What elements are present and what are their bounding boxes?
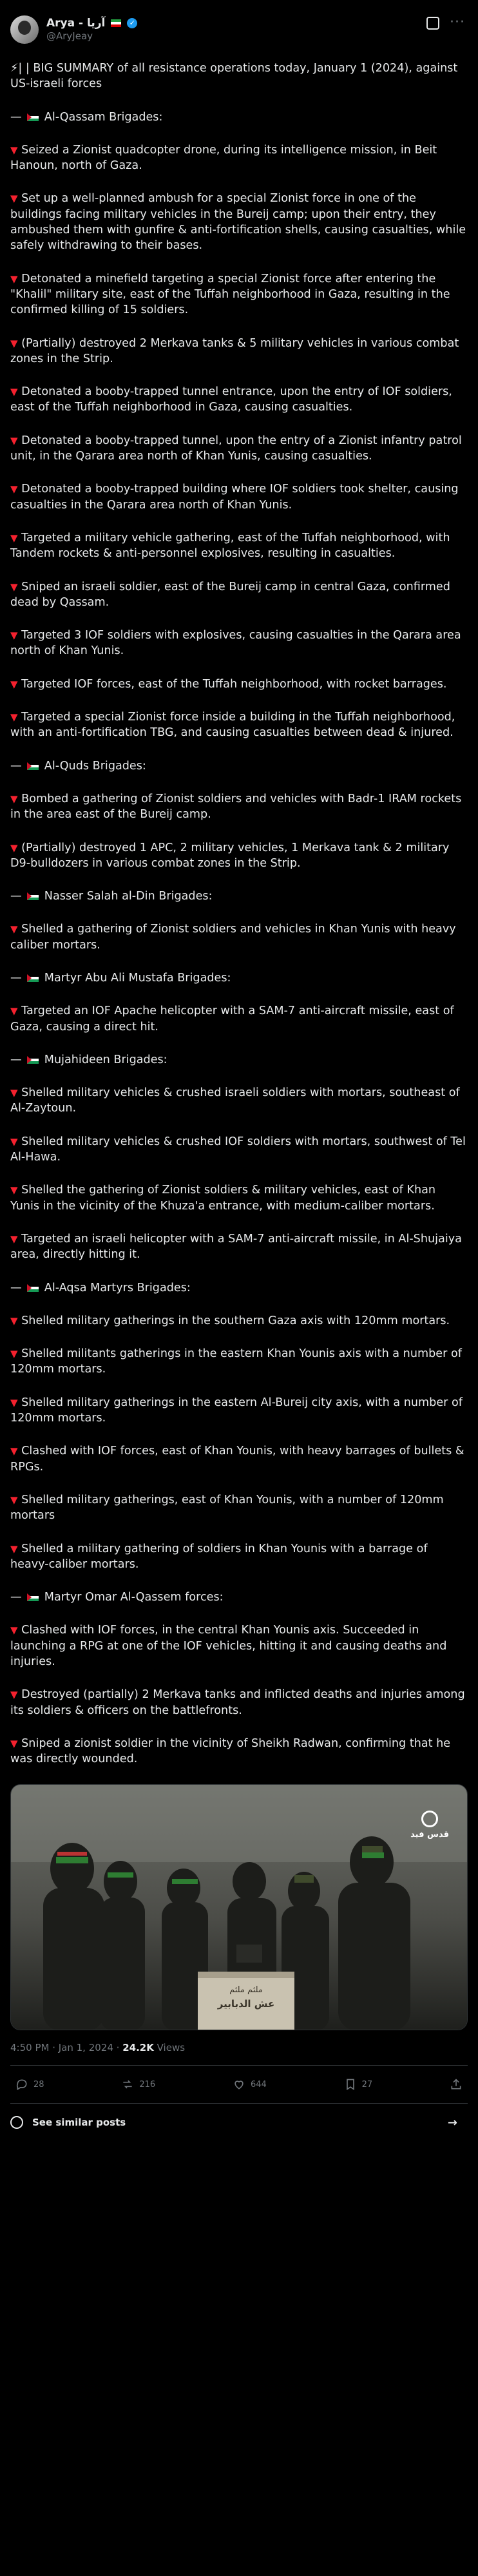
arrow-right-icon: → <box>447 2115 457 2129</box>
operation-item <box>10 384 468 416</box>
red-triangle-icon: ▼ <box>10 1494 18 1506</box>
operation-item <box>10 336 468 367</box>
display-name[interactable]: Arya - آریا <box>46 17 106 30</box>
user-info <box>46 17 137 43</box>
red-triangle-icon: ▼ <box>10 337 18 349</box>
red-triangle-icon: ▼ <box>10 711 18 724</box>
repost-count: 216 <box>139 2079 156 2090</box>
operation-text: Destroyed (partially) 2 Merkava tanks and inflicted deaths and injuries among its soldiers & officers on the battlefronts. <box>10 1688 469 1717</box>
operation-item <box>10 840 468 872</box>
operation-text: Clashed with IOF forces, in the central Khan Younis axis. Succeeded in launching a RPG at one of the IOF vehicles, hitting it and causing deaths and injuries. <box>10 1624 450 1668</box>
operation-item <box>10 271 468 318</box>
section-title: Al-Qassam Brigades: <box>44 110 163 124</box>
iran-flag-icon <box>111 19 121 27</box>
operation-text: Detonated a minefield targeting a special Zionist force after entering the "Khalil" military site, east of the Tuffah neighborhood in Gaza, resulting in the confirmed killing of 15 soldiers. <box>10 272 454 317</box>
operation-item <box>10 1622 468 1669</box>
similar-posts-icon <box>10 2116 23 2129</box>
operation-text: Detonated a booby-trapped building where IOF soldiers took shelter, causing casualties in the Qarara area north of Khan Yunis. <box>10 483 463 512</box>
reply-count: 28 <box>33 2079 44 2090</box>
operation-text: Bombed a gathering of Zionist soldiers and vehicles with Badr-1 IRAM rockets in the area east of the Bureij camp. <box>10 792 465 822</box>
red-triangle-icon: ▼ <box>10 434 18 447</box>
operation-item <box>10 1003 468 1035</box>
red-triangle-icon: ▼ <box>10 581 18 593</box>
palestine-flag-icon <box>27 1593 39 1601</box>
operation-text: Shelled a gathering of Zionist soldiers and vehicles in Khan Yunis with heavy caliber mortars. <box>10 923 460 952</box>
podium-text-line2: عش الدبابير <box>217 1998 275 2010</box>
tweet-meta: 4:50 PM · Jan 1, 2024 · 24.2K Views <box>10 2030 468 2066</box>
em-dash: — <box>10 1591 26 1604</box>
share-button[interactable] <box>450 2078 463 2091</box>
red-triangle-icon: ▼ <box>10 1184 18 1197</box>
red-triangle-icon: ▼ <box>10 1005 18 1017</box>
operation-text: Targeted a military vehicle gathering, east of the Tuffah neighborhood, with Tandem rockets & anti-personnel explosives, resulting in casualties. <box>10 531 454 561</box>
operation-item <box>10 1346 468 1378</box>
palestine-flag-icon <box>27 1284 39 1292</box>
operation-item <box>10 530 468 562</box>
operation-item <box>10 921 468 953</box>
red-triangle-icon: ▼ <box>10 1543 18 1555</box>
red-triangle-icon: ▼ <box>10 1689 18 1701</box>
red-triangle-icon: ▼ <box>10 1737 18 1749</box>
heart-icon <box>233 2078 245 2091</box>
red-triangle-icon: ▼ <box>10 1624 18 1637</box>
action-bar <box>10 2066 468 2104</box>
operation-text: Seized a Zionist quadcopter drone, during its intelligence mission, in Beit Hanoun, north of Gaza. <box>10 143 441 173</box>
operation-item <box>10 191 468 253</box>
operation-text: Targeted an IOF Apache helicopter with a SAM-7 anti-aircraft missile, east of Gaza, causing a direct hit. <box>10 1004 458 1033</box>
operation-item <box>10 433 468 465</box>
red-triangle-icon: ▼ <box>10 923 18 936</box>
red-triangle-icon: ▼ <box>10 1396 18 1408</box>
red-triangle-icon: ▼ <box>10 1135 18 1148</box>
operation-text: Targeted a special Zionist force inside a building in the Tuffah neighborhood, with an anti-fortification TBG, and causing casualties between dead & injured. <box>10 711 459 740</box>
reply-icon <box>15 2078 28 2091</box>
avatar[interactable] <box>10 15 39 44</box>
operation-item <box>10 628 468 659</box>
bookmark-button[interactable] <box>344 2078 373 2091</box>
operation-item <box>10 1541 468 1573</box>
section-heading <box>10 110 468 125</box>
red-triangle-icon: ▼ <box>10 273 18 285</box>
verified-badge-icon: ✓ <box>127 18 137 28</box>
operation-item <box>10 1736 468 1767</box>
operation-item <box>10 1182 468 1214</box>
red-triangle-icon: ▼ <box>10 1445 18 1457</box>
operation-text: Shelled military vehicles & crushed IOF soldiers with mortars, southwest of Tel Al-Hawa. <box>10 1135 470 1164</box>
operation-text: Targeted 3 IOF soldiers with explosives, causing casualties in the Qarara area north of Khan Yunis. <box>10 629 465 658</box>
red-triangle-icon: ▼ <box>10 532 18 544</box>
section-heading <box>10 1280 468 1296</box>
tweet-text <box>10 61 468 1767</box>
red-triangle-icon: ▼ <box>10 1314 18 1327</box>
operation-text: Shelled a military gathering of soldiers in Khan Younis with a barrage of heavy-caliber mortars. <box>10 1542 432 1571</box>
operation-text: Detonated a booby-trapped tunnel entrance, upon the entry of IOF soldiers, east of the Tuffah neighborhood in Gaza, causing casualties. <box>10 385 456 414</box>
operation-text: Shelled military gatherings, east of Khan Younis, with a number of 120mm mortars <box>10 1493 448 1523</box>
red-triangle-icon: ▼ <box>10 793 18 805</box>
section-title: Nasser Salah al-Din Brigades: <box>44 890 213 903</box>
views-label: Views <box>157 2042 186 2054</box>
red-triangle-icon: ▼ <box>10 193 18 205</box>
timestamp[interactable]: 4:50 PM · Jan 1, 2024 <box>10 2042 113 2054</box>
tweet-header <box>10 10 468 49</box>
like-button[interactable] <box>233 2078 267 2091</box>
section-heading <box>10 1590 468 1605</box>
image-scene <box>11 1785 468 2030</box>
em-dash: — <box>10 971 26 985</box>
repost-icon <box>121 2078 134 2091</box>
red-triangle-icon: ▼ <box>10 678 18 690</box>
image-watermark <box>410 1811 449 1840</box>
operation-item <box>10 677 468 692</box>
lightning-icon: ⚡ <box>10 62 19 75</box>
operation-text: Shelled military vehicles & crushed israeli soldiers with mortars, southeast of Al-Zaytoun. <box>10 1086 464 1115</box>
section-title: Martyr Omar Al-Qassem forces: <box>44 1591 224 1604</box>
operation-item <box>10 1134 468 1166</box>
operation-text: Shelled militants gatherings in the eastern Khan Younis axis with a number of 120mm mortars. <box>10 1347 466 1376</box>
palestine-flag-icon <box>27 762 39 770</box>
em-dash: — <box>10 759 26 773</box>
operation-text: Detonated a booby-trapped tunnel, upon the entry of a Zionist infantry patrol unit, in the Qarara area north of Khan Yunis, causing casualties. <box>10 434 466 463</box>
operation-text: Targeted an israeli helicopter with a SAM-7 anti-aircraft missile, in Al-Shujaiya area, directly hitting it. <box>10 1232 466 1262</box>
share-icon <box>450 2078 463 2091</box>
palestine-flag-icon <box>27 113 39 121</box>
em-dash: — <box>10 1281 26 1294</box>
operation-item <box>10 1085 468 1117</box>
operation-text: Shelled military gatherings in the eastern Al-Bureij city axis, with a number of 120mm mortars. <box>10 1396 466 1425</box>
section-heading <box>10 758 468 774</box>
podium-text-line1: ملثم ملثم <box>229 1985 263 1995</box>
em-dash: — <box>10 110 26 124</box>
operation-item <box>10 142 468 174</box>
bookmark-icon <box>344 2078 357 2091</box>
section-title: Mujahideen Brigades: <box>44 1053 167 1066</box>
section-heading <box>10 889 468 904</box>
operation-text: Sniped an israeli soldier, east of the Bureij camp in central Gaza, confirmed dead by Qassam. <box>10 580 454 609</box>
watermark-text: قدس فيد <box>410 1830 449 1840</box>
operation-text: Shelled the gathering of Zionist soldiers & military vehicles, east of Khan Yunis in the vicinity of the Khuza'a entrance, with medium-caliber mortars. <box>10 1184 439 1213</box>
red-triangle-icon: ▼ <box>10 1348 18 1360</box>
operation-item <box>10 1443 468 1475</box>
palestine-flag-icon <box>27 892 39 900</box>
tweet-image[interactable] <box>10 1784 468 2030</box>
operation-text: Clashed with IOF forces, east of Khan Younis, with heavy barrages of bullets & RPGs. <box>10 1445 468 1474</box>
handle[interactable]: @AryJeay <box>46 30 93 42</box>
operation-text: Targeted IOF forces, east of the Tuffah neighborhood, with rocket barrages. <box>21 677 447 691</box>
see-similar-posts[interactable] <box>10 2104 468 2141</box>
bookmark-count: 27 <box>361 2079 373 2090</box>
repost-button[interactable] <box>121 2078 155 2091</box>
operation-text: Shelled military gatherings in the southern Gaza axis with 120mm mortars. <box>21 1314 450 1327</box>
section-title: Al-Quds Brigades: <box>44 759 146 773</box>
palestine-flag-icon <box>27 1056 39 1064</box>
operation-item <box>10 791 468 823</box>
operation-text: Set up a well-planned ambush for a special Zionist force in one of the buildings facing military vehicles in the Bureij camp; upon their entry, they ambushed them with gunfire & anti-fortification shells, causing casualties, while safely withdrawing to their bases. <box>10 192 470 253</box>
operation-item <box>10 1313 468 1329</box>
operation-item <box>10 709 468 741</box>
red-triangle-icon: ▼ <box>10 630 18 642</box>
em-dash: — <box>10 890 26 903</box>
operation-item <box>10 1395 468 1427</box>
section-heading <box>10 970 468 986</box>
views-count: 24.2K <box>122 2042 154 2054</box>
grok-icon[interactable] <box>426 17 439 30</box>
operation-item <box>10 481 468 513</box>
quds-logo-icon <box>421 1811 438 1827</box>
operation-text: (Partially) destroyed 2 Merkava tanks & 5 military vehicles in various combat zones in the Strip. <box>10 336 463 365</box>
red-triangle-icon: ▼ <box>10 1233 18 1245</box>
red-triangle-icon: ▼ <box>10 1087 18 1099</box>
section-title: Martyr Abu Ali Mustafa Brigades: <box>44 971 231 985</box>
operation-item <box>10 1492 468 1524</box>
reply-button[interactable] <box>15 2078 44 2091</box>
em-dash: — <box>10 1053 26 1066</box>
section-title: Al-Aqsa Martyrs Brigades: <box>44 1281 191 1294</box>
operation-item <box>10 1687 468 1718</box>
more-options-icon[interactable]: ··· <box>450 14 465 30</box>
red-triangle-icon: ▼ <box>10 386 18 398</box>
section-heading <box>10 1052 468 1068</box>
similar-posts-label: See similar posts <box>32 2117 126 2129</box>
operation-text: (Partially) destroyed 1 APC, 2 military vehicles, 1 Merkava tank & 2 military D9-bulldozers in various combat zones in the Strip. <box>10 841 454 870</box>
tweet-intro: ⚡| | BIG SUMMARY of all resistance operations today, January 1 (2024), against US-israeli forces <box>10 62 461 91</box>
operation-item <box>10 1231 468 1263</box>
red-triangle-icon: ▼ <box>10 841 18 854</box>
operation-item <box>10 579 468 611</box>
palestine-flag-icon <box>27 974 39 982</box>
operation-text: Sniped a zionist soldier in the vicinity of Sheikh Radwan, confirming that he was directly wounded. <box>10 1736 454 1766</box>
red-triangle-icon: ▼ <box>10 483 18 495</box>
display-name-row[interactable] <box>46 17 137 30</box>
like-count: 644 <box>251 2079 267 2090</box>
summary-intro: | BIG SUMMARY of all resistance operations today, January 1 (2024), against US-israeli forces <box>10 62 461 91</box>
red-triangle-icon: ▼ <box>10 144 18 156</box>
